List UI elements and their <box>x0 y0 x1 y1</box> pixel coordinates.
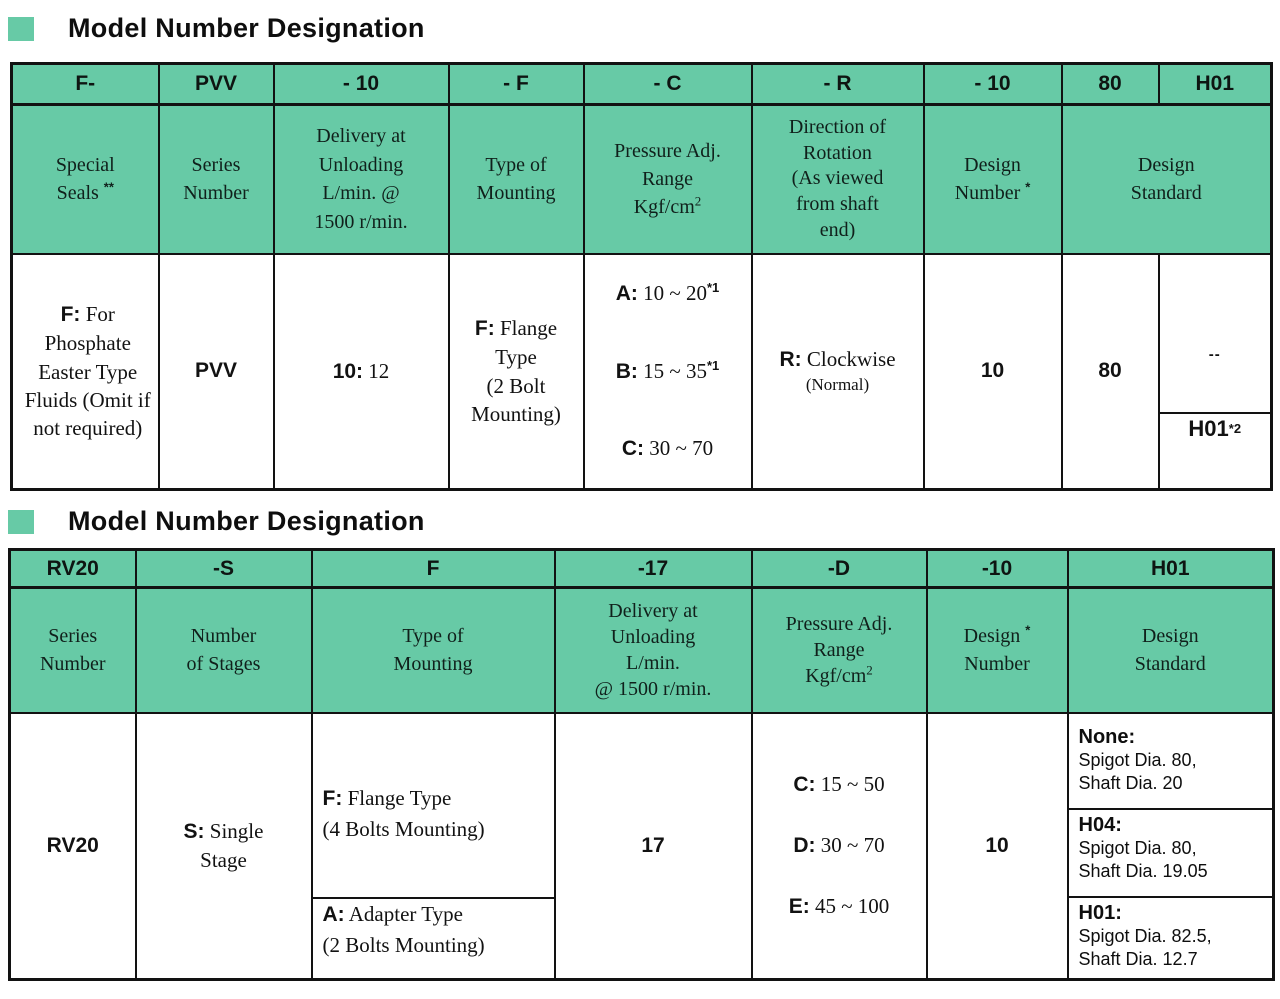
t2-body-design-number: 10 <box>927 713 1068 980</box>
design-standard-h01: H01 *2 <box>1188 415 1242 441</box>
page <box>0 13 1280 981</box>
t2-code-design-number: -10 <box>927 550 1068 588</box>
t2-code-pressure: -D <box>752 550 927 588</box>
section2-title-row <box>8 506 1280 537</box>
section-bullet-icon <box>8 510 34 534</box>
t1-body-pressure <box>584 254 752 490</box>
footnote-marker: *1 <box>707 357 720 373</box>
pvv-model-table <box>10 62 1273 491</box>
design-standard-none: -- <box>1160 299 1271 414</box>
footnote-marker: * <box>1025 622 1031 638</box>
t1-code-special-seals: F- <box>12 64 159 105</box>
t1-header-series: Series Number <box>159 105 274 254</box>
t1-body-design-standard <box>1159 254 1272 490</box>
t1-body-row <box>12 254 1272 490</box>
t2-header-series: Series Number <box>10 588 136 713</box>
t1-header-mounting: Type of Mounting <box>449 105 584 254</box>
t1-body-delivery: 10: 12 <box>274 254 449 490</box>
mounting-adapter: A: Adapter Type (2 Bolts Mounting) <box>322 901 485 958</box>
standard-h04: H04: Spigot Dia. 80, Shaft Dia. 19.05 <box>1069 810 1273 898</box>
mounting-flange: F: Flange Type (4 Bolts Mounting) <box>313 731 554 899</box>
t2-code-row <box>10 550 1274 588</box>
section-bullet-icon <box>8 17 34 41</box>
pressure-range-c: C: 30 ~ 70 <box>621 435 714 460</box>
t2-body-stages: S: Single Stage <box>136 713 312 980</box>
t1-code-design-number: - 10 <box>924 64 1062 105</box>
t2-code-stages: -S <box>136 550 312 588</box>
t2-body-mounting <box>312 713 555 980</box>
superscript-2: 2 <box>866 662 873 678</box>
t2-code-delivery: -17 <box>555 550 752 588</box>
t1-header-pressure: Pressure Adj. Range Kgf/$cm^2$ <box>584 105 752 254</box>
t1-header-delivery: Delivery at Unloading L/min. @ 1500 r/min. <box>274 105 449 254</box>
t1-body-rotation: R: Clockwise (Normal) <box>752 254 924 490</box>
footnote-marker: * <box>1025 179 1031 195</box>
t2-body-delivery: 17 <box>555 713 752 980</box>
t2-code-mounting: F <box>312 550 555 588</box>
t2-body-row <box>10 713 1274 980</box>
t2-body-series: RV20 <box>10 713 136 980</box>
t1-body-mounting: F: Flange Type (2 Bolt Mounting) <box>449 254 584 490</box>
t2-header-delivery: Delivery at Unloading L/min. @ 1500 r/min. <box>555 588 752 713</box>
t1-code-delivery: - 10 <box>274 64 449 105</box>
pressure-range-d: D: 30 ~ 70 <box>793 833 885 858</box>
t1-body-special-seals: F: For Phosphate Easter Type Fluids (Omit if not required) <box>12 254 159 490</box>
superscript-2: 2 <box>694 193 702 209</box>
t2-header-design-standard: Design Standard <box>1068 588 1274 713</box>
section1-title: Model Number Designation <box>68 13 425 43</box>
standard-h01: H01: Spigot Dia. 82.5, Shaft Dia. 12.7 <box>1078 901 1212 969</box>
t1-header-row <box>12 105 1272 254</box>
t1-code-mounting: - F <box>449 64 584 105</box>
pressure-range-a: A: 10 ~ 20$^{*1}$ <box>615 280 720 306</box>
t1-code-series: PVV <box>159 64 274 105</box>
footnote-marker: *2 <box>1228 421 1242 437</box>
t1-header-design-standard: Design Standard <box>1062 105 1272 254</box>
pressure-range-e: E: 45 ~ 100 <box>788 894 890 919</box>
t1-code-pressure: - C <box>584 64 752 105</box>
t1-code-80: 80 <box>1062 64 1159 105</box>
t1-header-design-number: Design Number * <box>924 105 1062 254</box>
t1-body-series: PVV <box>159 254 274 490</box>
t2-body-design-standard <box>1068 713 1274 980</box>
standard-none: None: Spigot Dia. 80, Shaft Dia. 20 <box>1069 722 1273 810</box>
t1-code-h01: H01 <box>1159 64 1272 105</box>
t1-code-row <box>12 64 1272 105</box>
t2-code-h01: H01 <box>1068 550 1274 588</box>
t1-header-rotation: Direction of Rotation (As viewed from shaft end) <box>752 105 924 254</box>
t1-body-design-number: 10 <box>924 254 1062 490</box>
footnote-marker: *1 <box>707 280 720 296</box>
pressure-range-c: C: 15 ~ 50 <box>793 771 885 796</box>
t2-header-row <box>10 588 1274 713</box>
footnote-marker: ** <box>103 179 114 195</box>
t2-header-stages: Number of Stages <box>136 588 312 713</box>
t2-header-design-number: Design * Number <box>927 588 1068 713</box>
section2-title: Model Number Designation <box>68 506 425 536</box>
t1-header-special-seals: Special Seals ** <box>12 105 159 254</box>
t2-code-series: RV20 <box>10 550 136 588</box>
rv20-model-table <box>8 548 1275 981</box>
t2-header-mounting: Type of Mounting <box>312 588 555 713</box>
t1-code-rotation: - R <box>752 64 924 105</box>
pressure-range-b: B: 15 ~ 35$^{*1}$ <box>615 357 720 383</box>
section1-title-row <box>8 13 1280 44</box>
t1-body-80: 80 <box>1062 254 1159 490</box>
t2-body-pressure <box>752 713 927 980</box>
t2-header-pressure: Pressure Adj. Range Kgf/$cm^2$ <box>752 588 927 713</box>
